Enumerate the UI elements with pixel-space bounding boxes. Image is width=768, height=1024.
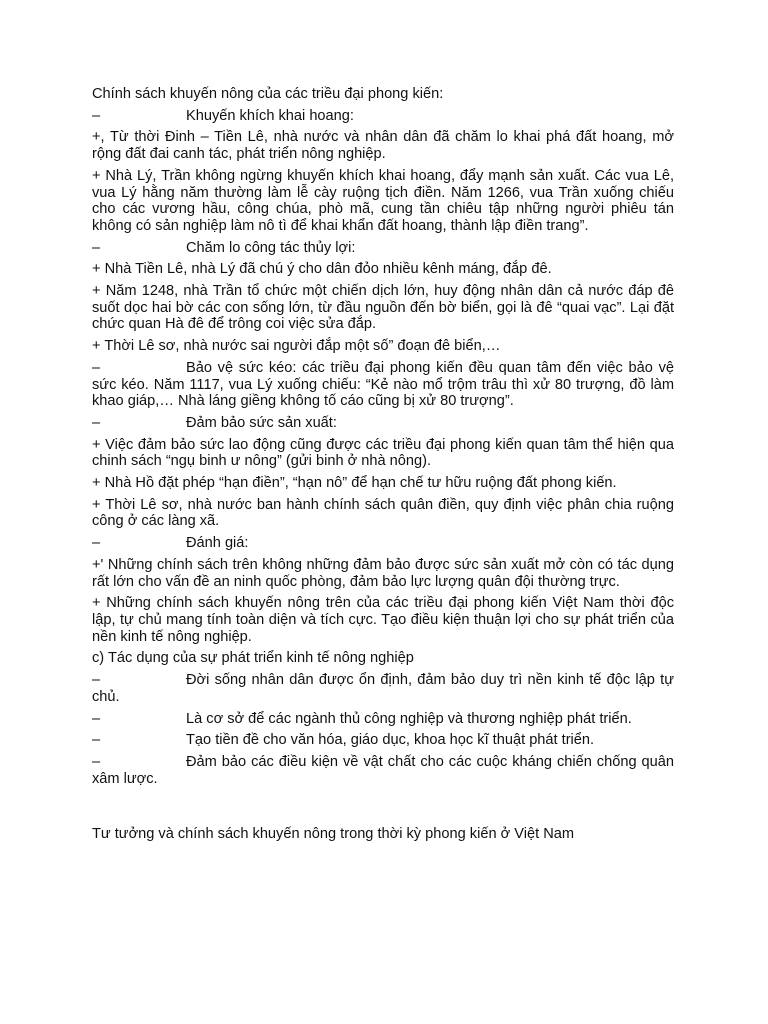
paragraph: + Thời Lê sơ, nhà nước ban hành chính sách quân điền, quy định việc phân chia ruộng công ở các làng xã.	[92, 496, 674, 530]
document-title: Chính sách khuyến nông của các triều đại phong kiến:	[92, 86, 444, 102]
list-item-text: Đời sống nhân dân được ổn định, đảm bảo duy trì nền kinh tế độc lập tự chủ.	[92, 672, 674, 705]
list-item	[92, 754, 674, 787]
heading-suc-keo	[92, 360, 674, 410]
list-item-text: Đảm bảo các điều kiện về vật chất cho các cuộc kháng chiến chống quân xâm lược.	[92, 753, 674, 787]
list-item	[92, 672, 674, 705]
document-page	[92, 86, 674, 848]
paragraph: +, Từ thời Đinh – Tiền Lê, nhà nước và nhân dân đã chăm lo khai phá đất hoang, mở rộng đất đai canh tác, phát triển nông nghiệp.	[92, 129, 674, 163]
paragraph: + Việc đảm bảo sức lao động cũng được các triều đại phong kiến quan tâm thể hiện qua chinh sách “ngụ binh ư nông” (gửi binh ở nhà nông).	[92, 436, 674, 470]
list-item-text: Là cơ sở để các ngành thủ công nghiệp và thương nghiệp phát triển.	[186, 710, 632, 727]
spacer	[92, 792, 674, 826]
paragraph: + Nhà Tiền Lê, nhà Lý đã chú ý cho dân đỏo nhiều kênh máng, đắp đê.	[92, 261, 552, 278]
paragraph: + Thời Lê sơ, nhà nước sai người đắp một số” đoạn đê biển,…	[92, 338, 501, 355]
heading-khai-hoang	[92, 108, 674, 125]
dash-marker: –	[92, 672, 101, 689]
heading-text: Bảo vệ sức kéo: các triều đại phong kiến đều quan tâm đến việc bảo vệ sức kéo. Năm 1117, vua Lý xuống chiếu: “Kẻ nào mổ trộm trâu thì xử 80 trượng, đồ làm khao giáp,… Nhà láng giềng không tố cáo cũng bị xử 80 trượng”.	[92, 359, 674, 410]
dash-marker: –	[92, 359, 101, 376]
dash-marker: –	[92, 753, 101, 770]
heading-suc-san-xuat	[92, 415, 674, 432]
heading-text: Khuyến khích khai hoang:	[186, 107, 354, 124]
dash-marker: –	[92, 239, 101, 256]
paragraph: + Năm 1248, nhà Trần tổ chức một chiến dịch lớn, huy động nhân dân cả nước đáp đê suốt dọc hai bờ các con sống lớn, từ đầu nguồn đến bờ biển, gọi là đê “quai vạc”. Lại đặt chức quan Hà đê để trông coi việc sửa đắp.	[92, 283, 674, 333]
list-item-text: Tạo tiền đề cho văn hóa, giáo dục, khoa học kĩ thuật phát triển.	[186, 732, 595, 749]
heading-text: Đảm bảo sức sản xuất:	[186, 414, 337, 431]
dash-marker: –	[92, 732, 101, 749]
heading-danh-gia	[92, 535, 674, 552]
list-item	[92, 711, 674, 728]
paragraph: + Nhà Lý, Trần không ngừng khuyến khích khai hoang, đẩy mạnh sản xuất. Các vua Lê, vua Lý hằng năm thường làm lễ cày ruộng tịch điền. Năm 1266, vua Trần xuống chiếu cho các vương hầu, công chúa, phò mã, cung tần chiêu tập những người phiêu tán không có sản nghiệp làm nô tì để khai khẩn đất hoang, thành lập điền trang”.	[92, 167, 674, 234]
dash-marker: –	[92, 535, 101, 552]
dash-marker: –	[92, 414, 101, 431]
paragraph: + Nhà Hồ đặt phép “hạn điền”, “hạn nô” để hạn chế tư hữu ruộng đất phong kiến.	[92, 475, 617, 492]
section-heading-c: c) Tác dụng của sự phát triển kinh tế nông nghiệp	[92, 650, 414, 667]
paragraph: +' Những chính sách trên không những đảm bảo được sức sản xuất mở còn có tác dụng rất lớn cho vấn đề an ninh quốc phòng, đảm bảo lực lượng quân đội thường trực.	[92, 556, 674, 590]
dash-marker: –	[92, 710, 101, 727]
footer-title: Tư tưởng và chính sách khuyến nông trong thời kỳ phong kiến ở Việt Nam	[92, 826, 574, 843]
heading-text: Đánh giá:	[186, 535, 249, 552]
paragraph: + Những chính sách khuyến nông trên của các triều đại phong kiến Việt Nam thời độc lập, tự chủ mang tính toàn diện và tích cực. Tạo điều kiện thuận lợi cho sự phát triển của nền kinh tế nông nghiệp.	[92, 595, 674, 645]
heading-text: Chăm lo công tác thủy lợi:	[186, 239, 356, 256]
list-item	[92, 732, 674, 749]
heading-thuy-loi	[92, 240, 674, 257]
dash-marker: –	[92, 107, 101, 124]
